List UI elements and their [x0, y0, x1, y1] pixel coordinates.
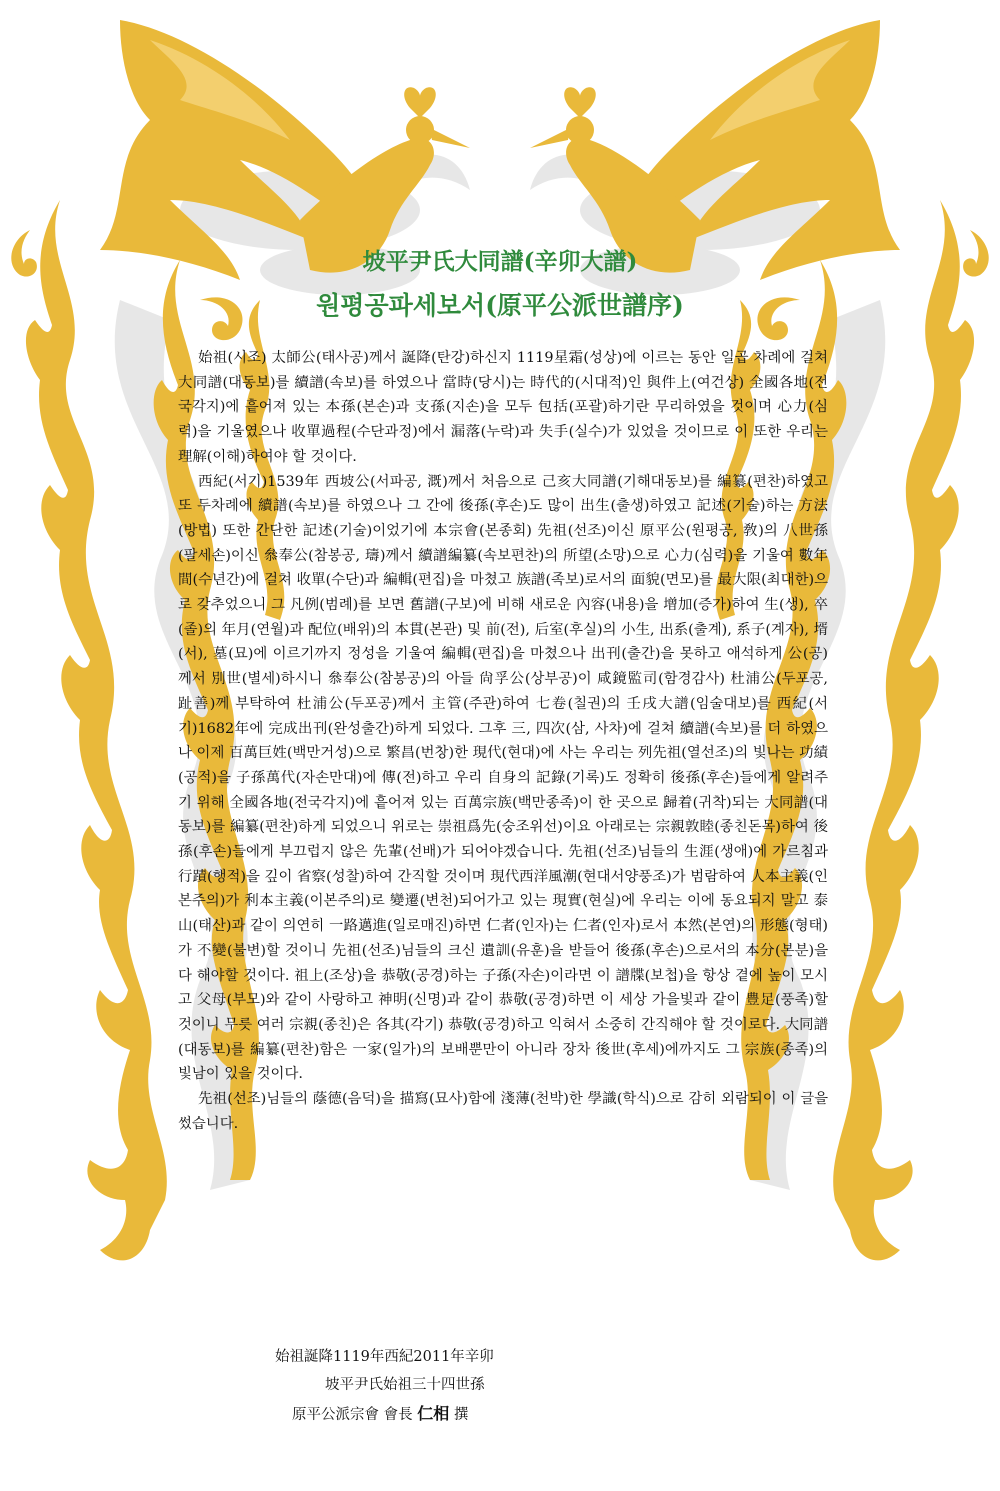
paragraph-3: 先祖(선조)님들의 蔭德(음덕)을 描寫(묘사)함에 淺薄(천박)한 學識(학식)으로 감히 외람되이 이 글을 썼습니다. [178, 1091, 828, 1132]
signature-lineage: 坡平尹氏始祖三十四世孫 [325, 1377, 485, 1393]
title-block [0, 244, 1000, 326]
signature-suffix: 撰 [449, 1407, 469, 1423]
main-title: 坡平尹氏大同譜(辛卯大譜) [362, 248, 638, 275]
signature-author [292, 1402, 468, 1427]
signature-date: 始祖誕降1119年西紀2011年辛卯 [275, 1349, 494, 1365]
signature-name: 仁相 [417, 1404, 450, 1423]
paragraph-2: 西紀(서기)1539年 西坡公(서파공, 溉)께서 처음으로 己亥大同譜(기해대동보)를 編纂(편찬)하였고 또 두차례에 續譜(속보)를 하였으나 그 간에 後孫(후손)도 많이 出生(출생)하였고 記述(기술)하는 方法(방법) 또한 간단한 記述(기술)이었기에 本宗會(본종회) 先祖(선조)이신 原平公(원평공, 敎)의 八世孫(팔세손)이신 叅奉公(참봉공, 璹)께서 續譜編纂(속보편찬)의 所望(소망)으로 心力(심력)을 기울여 數年間(수년간)에 걸쳐 收單(수단)과 編輯(편집)을 마쳤고 族譜(족보)로서의 面貌(면모)를 最大限(최대한)으로 갖추었으니 그 凡例(범례)를 보면 舊譜(구보)에 비해 새로운 內容(내용)을 增加(증가)하여 生(생), 卒(졸)의 年月(연월)과 配位(배위)의 本貫(본관) 및 前(전), 后室(후실)의 小生, 出系(출계), 系子(계자), 壻(서), 墓(묘)에 이르기까지 정성을 기울여 編輯(편집)을 마쳤으나 出刊(출간)을 못하고 애석하게 公(공)께서 別世(별세)하시니 叅奉公(참봉공)의 아들 尙孚公(상부공)이 咸鏡監司(함경감사) 杜浦公(두포공, 趾善)께 부탁하여 杜浦公(두포공)께서 主管(주관)하여 七卷(칠권)의 壬戌大譜(임술대보)를 西紀(서기)1682年에 完成出刊(완성출간)하게 되었다. 그후 三, 四次(삼, 사차)에 걸쳐 續譜(속보)를 더 하였으나 이제 百萬巨姓(백만거성)으로 繁昌(번창)한 現代(현대)에 사는 우리는 列先祖(열선조)의 빛나는 功績(공적)을 子孫萬代(자손만대)에 傳(전)하고 우리 自身의 記錄(기록)도 정확히 後孫(후손)들에게 알려주기 위해 全國各地(전국각지)에 흩어져 있는 百萬宗族(백만종족)이 한 곳으로 歸着(귀착)되는 大同譜(대동보)를 編纂(편찬)하게 되었으니 위로는 崇祖爲先(숭조위선)이요 아래로는 宗親敦睦(종친돈목)하여 後孫(후손)들에게 부끄럽지 않은 先輩(선배)가 되어야겠습니다. 先祖(선조)님들의 生涯(생애)에 가르침과 行蹟(행적)을 깊이 省察(성찰)하여 간직할 것이며 現代西洋風潮(현대서양풍조)가 범람하여 人本主義(인본주의)가 利本主義(이본주의)로 變遷(변천)되어가고 있는 現實(현실)에 우리는 이에 동요되지 말고 泰山(태산)과 같이 의연히 一路邁進(일로매진)하면 仁者(인자)는 仁者(인자)로서 本然(본연)의 形態(형태)가 不變(불변)할 것이니 先祖(선조)님들의 크신 遺訓(유훈)을 받들어 後孫(후손)으로서의 本分(본분)을 다 해야할 것이다. 祖上(조상)을 恭敬(공경)하는 子孫(자손)이라면 이 譜牒(보첩)을 항상 곁에 높이 모시고 父母(부모)와 같이 사랑하고 神明(신명)과 같이 恭敬(공경)하면 이 세상 가을빛과 같이 豊足(풍족)할 것이니 무릇 여러 宗親(종친)은 各其(각기) 恭敬(공경)하고 익혀서 소중히 간직해야 할 것이로다. 大同譜(대동보)를 編纂(편찬)함은 一家(일가)의 보배뿐만이 아니라 장차 後世(후세)에까지도 그 宗族(종족)의 빛남이 있을 것이다. [178, 473, 828, 1083]
signature-role: 原平公派宗會 會長 [292, 1407, 418, 1423]
paragraph-1: 始祖(시조) 太師公(태사공)께서 誕降(탄강)하신지 1119星霜(성상)에 이르는 동안 일곱 차례에 걸쳐 大同譜(대동보)를 續譜(속보)를 하였으나 當時(당시)는 時代的(시대적)인 與件上(여건상) 全國各地(전국각지)에 흩어져 있는 本孫(본손)과 支孫(지손)을 모두 包括(포괄)하기란 무리하였을 것이며 心力(심력)을 기울였으나 收單過程(수단과정)에서 漏落(누락)과 失手(실수)가 있었을 것이므로 이 또한 우리는 理解(이해)하여야 할 것이다. [178, 350, 828, 465]
preface-body [178, 346, 828, 1137]
sub-title: 원평공파세보서(原平公派世譜序) [316, 291, 684, 320]
